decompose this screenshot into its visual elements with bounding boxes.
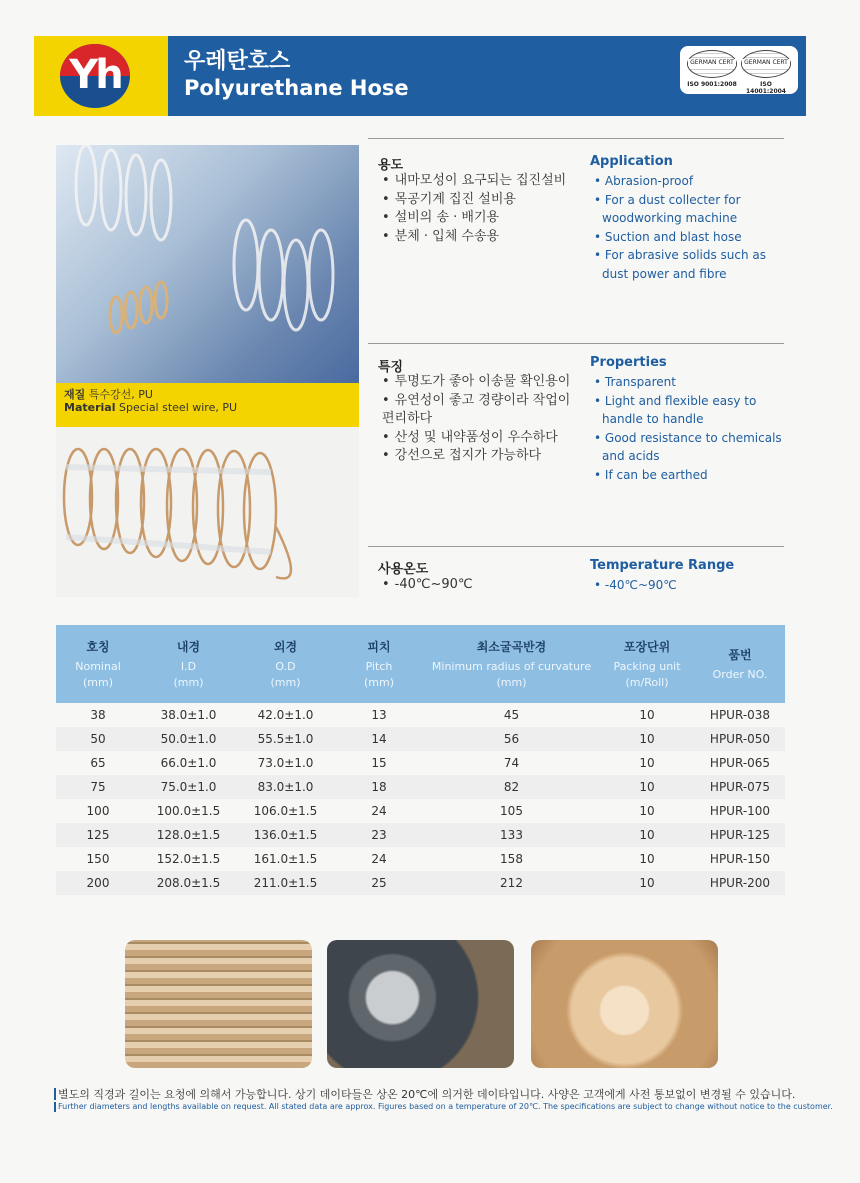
- table-cell: 50: [56, 727, 140, 751]
- table-row: [56, 751, 785, 775]
- application-title-en: Application: [590, 154, 673, 169]
- footer-bar: [54, 1088, 56, 1100]
- table-header-row: [56, 625, 785, 703]
- table-cell: 136.0±1.5: [237, 823, 334, 847]
- table-cell: HPUR-075: [695, 775, 785, 799]
- list-item: • 투명도가 좋아 이송물 확인용이: [382, 373, 582, 392]
- section-divider: [368, 138, 784, 139]
- header-nominal: 호칭 Nominal (mm): [56, 625, 140, 703]
- list-item: • 분체 · 입체 수송용: [382, 228, 582, 247]
- table-cell: 55.5±1.0: [237, 727, 334, 751]
- table-cell: 150: [86, 852, 110, 866]
- table-cell: HPUR-065: [709, 756, 771, 770]
- table-cell: 38.0±1.0: [160, 708, 217, 722]
- table-cell: 212: [424, 871, 599, 895]
- table-cell: 152.0±1.5: [156, 852, 221, 866]
- table-cell: HPUR-125: [695, 823, 785, 847]
- material-en: Material Special steel wire, PU: [64, 401, 238, 414]
- list-item: • Transparent: [592, 373, 787, 392]
- temperature-title-en: Temperature Range: [590, 558, 735, 573]
- table-row: [56, 703, 785, 727]
- list-item: • Abrasion-proof: [592, 172, 787, 191]
- table-cell: 25: [334, 871, 424, 895]
- table-cell: HPUR-038: [709, 708, 771, 722]
- logo-text: Yh: [69, 52, 121, 98]
- table-cell: 10: [639, 756, 655, 770]
- list-item: • Light and flexible easy to handle to handle: [592, 392, 787, 429]
- temperature-value-en: • -40℃~90℃: [592, 576, 787, 595]
- temperature-value-ko: • -40℃~90℃: [382, 576, 582, 595]
- table-cell: 100: [86, 804, 110, 818]
- header-pitch: 피치 Pitch (mm): [334, 625, 424, 703]
- table-cell: HPUR-150: [709, 852, 771, 866]
- properties-list-ko: [382, 373, 582, 466]
- page-title-en: Polyurethane Hose: [184, 76, 409, 100]
- list-item: • 내마모성이 요구되는 집진설비: [382, 172, 582, 191]
- table-cell: 125: [56, 823, 140, 847]
- table-cell: 45: [503, 708, 520, 722]
- spec-table: [56, 625, 785, 895]
- table-row: [56, 847, 785, 871]
- table-row: [56, 799, 785, 823]
- header-min-radius: 최소굴곡반경 Minimum radius of curvature (mm): [424, 625, 599, 703]
- properties-list-en: [592, 373, 787, 484]
- table-cell: 82: [424, 775, 599, 799]
- table-cell: 10: [639, 804, 655, 818]
- table-cell: 15: [371, 756, 387, 770]
- table-cell: 10: [599, 871, 695, 895]
- table-cell: 83.0±1.0: [237, 775, 334, 799]
- table-cell: 74: [503, 756, 520, 770]
- hose-photo-blue: [56, 145, 359, 383]
- table-cell: 18: [334, 775, 424, 799]
- material-ko: 재질 특수강선, PU: [64, 388, 153, 401]
- table-cell: HPUR-050: [695, 727, 785, 751]
- table-cell: 211.0±1.5: [237, 871, 334, 895]
- section-divider: [368, 343, 784, 344]
- table-cell: 10: [599, 775, 695, 799]
- table-cell: 128.0±1.5: [140, 823, 237, 847]
- hose-spring-photo: [56, 427, 359, 597]
- footer-bar: [54, 1102, 56, 1112]
- company-logo: [60, 44, 130, 108]
- header-od: 외경 O.D (mm): [237, 625, 334, 703]
- table-cell: 65: [90, 756, 106, 770]
- lumber-photo: [125, 940, 312, 1068]
- properties-title-ko: 특징: [378, 360, 404, 375]
- list-item: • If can be earthed: [592, 466, 787, 485]
- list-item: • 강선으로 접지가 가능하다: [382, 447, 582, 466]
- table-cell: 24: [371, 852, 387, 866]
- properties-title-en: Properties: [590, 355, 667, 370]
- table-cell: 100.0±1.5: [156, 804, 221, 818]
- table-cell: 208.0±1.5: [140, 871, 237, 895]
- list-item: • 유연성이 좋고 경량이라 작업이 편리하다: [382, 392, 582, 429]
- table-row: [56, 823, 785, 847]
- iso-14001-badge: GERMAN CERT ISO 14001:2004: [740, 50, 792, 95]
- certification-badges: [680, 46, 798, 94]
- table-cell: 13: [371, 708, 387, 722]
- table-cell: HPUR-100: [709, 804, 771, 818]
- footer-note-en: Further diameters and lengths available on request. All stated data are approx. Figures based on a temperature of 20℃. The specifications are subject to change without notice to the customer.: [58, 1102, 833, 1111]
- table-cell: 75.0±1.0: [140, 775, 237, 799]
- table-cell: 105: [500, 804, 523, 818]
- table-cell: 133: [424, 823, 599, 847]
- list-item: • 산성 및 내약품성이 우수하다: [382, 429, 582, 448]
- table-cell: 73.0±1.0: [257, 756, 314, 770]
- table-cell: 10: [599, 823, 695, 847]
- table-cell: 10: [599, 727, 695, 751]
- header-order-no: 품번 Order NO.: [695, 625, 785, 703]
- header-packing: 포장단위 Packing unit (m/Roll): [599, 625, 695, 703]
- table-cell: 161.0±1.5: [253, 852, 318, 866]
- saw-blade-photo: [327, 940, 514, 1068]
- globe-icon: GERMAN CERT: [741, 50, 791, 78]
- application-list-ko: [382, 172, 582, 246]
- header-id: 내경 I.D (mm): [140, 625, 237, 703]
- temperature-list-ko: [382, 576, 582, 595]
- temperature-list-en: [592, 576, 787, 595]
- section-divider: [368, 546, 784, 547]
- list-item: • 목공기계 집진 설비용: [382, 191, 582, 210]
- table-cell: 10: [639, 708, 655, 722]
- application-list-en: [592, 172, 787, 283]
- application-title-ko: 용도: [378, 158, 404, 173]
- table-cell: 75: [56, 775, 140, 799]
- iso-9001-badge: GERMAN CERT ISO 9001:2008: [686, 50, 738, 88]
- table-cell: 158: [500, 852, 523, 866]
- table-cell: 38: [90, 708, 106, 722]
- list-item: • For abrasive solids such as dust power and fibre: [592, 246, 787, 283]
- list-item: • Good resistance to chemicals and acids: [592, 429, 787, 466]
- table-cell: 200: [56, 871, 140, 895]
- table-row: [56, 871, 785, 895]
- list-item: • 설비의 송 · 배기용: [382, 209, 582, 228]
- table-cell: 24: [371, 804, 387, 818]
- table-cell: 56: [424, 727, 599, 751]
- table-cell: 14: [334, 727, 424, 751]
- list-item: • For a dust collecter for woodworking machine: [592, 191, 787, 228]
- globe-icon: GERMAN CERT: [687, 50, 737, 78]
- table-cell: 10: [639, 852, 655, 866]
- table-cell: 66.0±1.0: [160, 756, 217, 770]
- table-row: [56, 775, 785, 799]
- table-row: [56, 727, 785, 751]
- footer-note-ko: 별도의 직경과 길이는 요청에 의해서 가능합니다. 상기 데이타들은 상온 20℃에 의거한 데이타입니다. 사양은 고객에게 사전 통보없이 변경될 수 있습니다.: [58, 1088, 796, 1101]
- table-cell: 23: [334, 823, 424, 847]
- table-cell: 42.0±1.0: [257, 708, 314, 722]
- wood-shavings-photo: [531, 940, 718, 1068]
- table-cell: 50.0±1.0: [140, 727, 237, 751]
- table-cell: 106.0±1.5: [253, 804, 318, 818]
- list-item: • Suction and blast hose: [592, 228, 787, 247]
- temperature-title-ko: 사용온도: [378, 562, 429, 577]
- page-title-ko: 우레탄호스: [184, 49, 291, 74]
- table-cell: HPUR-200: [695, 871, 785, 895]
